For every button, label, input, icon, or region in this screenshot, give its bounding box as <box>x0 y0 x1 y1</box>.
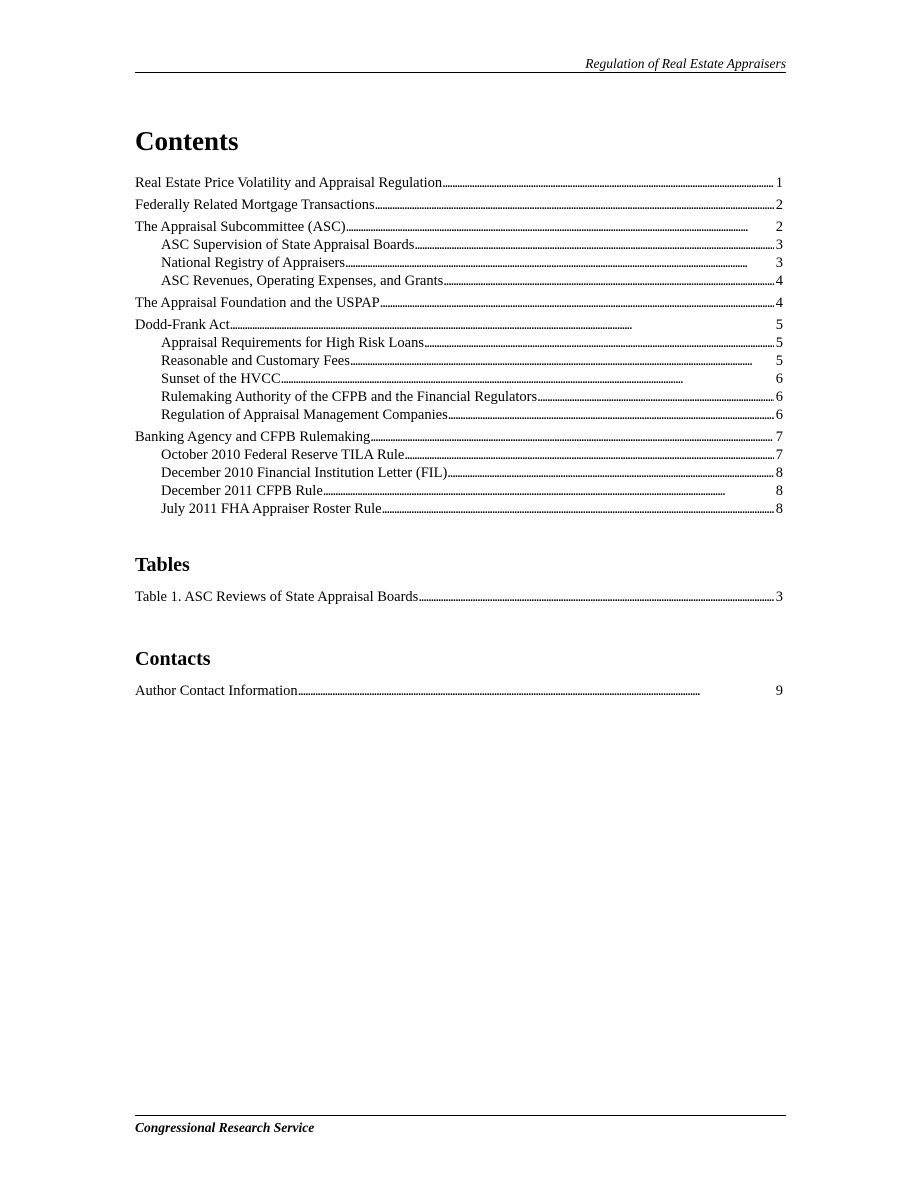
toc-entry-title: Regulation of Appraisal Management Companies <box>161 407 448 423</box>
toc-entry-page-number: 2 <box>775 219 783 235</box>
contents-entry[interactable] <box>135 370 783 388</box>
tables-list <box>135 588 783 606</box>
dot-leader <box>375 196 774 214</box>
dot-leader <box>448 406 774 424</box>
toc-entry-title: July 2011 FHA Appraiser Roster Rule <box>161 501 382 517</box>
contacts-title: Contacts <box>135 648 211 670</box>
toc-entry-title: Real Estate Price Volatility and Appraisal Regulation <box>135 175 443 191</box>
dot-leader <box>414 236 773 254</box>
dot-leader <box>447 464 773 482</box>
tables-title: Tables <box>135 554 190 576</box>
toc-entry-page-number: 6 <box>775 407 783 423</box>
dot-leader <box>537 388 774 406</box>
dot-leader <box>382 500 774 518</box>
dot-leader <box>323 482 774 500</box>
contents-entry[interactable] <box>135 254 783 272</box>
toc-entry-title: December 2011 CFPB Rule <box>161 483 323 499</box>
dot-leader <box>418 588 773 606</box>
contents-entry[interactable] <box>135 446 783 464</box>
toc-entry-title: Appraisal Requirements for High Risk Loans <box>161 335 424 351</box>
toc-entry-page-number: 7 <box>775 429 783 445</box>
contents-entry[interactable] <box>135 334 783 352</box>
dot-leader <box>442 174 774 192</box>
toc-entry-title: ASC Supervision of State Appraisal Boards <box>161 237 415 253</box>
dot-leader <box>380 294 774 312</box>
toc-entry-page-number: 4 <box>775 273 783 289</box>
toc-entry-page-number: 6 <box>775 371 783 387</box>
toc-entry-page-number: 8 <box>775 483 783 499</box>
contents-entry[interactable] <box>135 316 783 334</box>
toc-entry-page-number: 5 <box>775 353 783 369</box>
contents-entry[interactable] <box>135 500 783 518</box>
toc-entry-page-number: 8 <box>775 501 783 517</box>
toc-entry-page-number: 2 <box>775 197 783 213</box>
contents-entry[interactable] <box>135 406 783 424</box>
toc-entry-title: Sunset of the HVCC <box>161 371 281 387</box>
dot-leader <box>230 316 774 334</box>
running-header: Regulation of Real Estate Appraisers <box>585 56 786 71</box>
toc-entry-page-number: 3 <box>775 589 783 605</box>
contacts-list <box>135 682 783 700</box>
dot-leader <box>350 352 774 370</box>
toc-entry-title: Federally Related Mortgage Transactions <box>135 197 375 213</box>
contents-entry[interactable] <box>135 482 783 500</box>
dot-leader <box>281 370 774 388</box>
tables-entry[interactable] <box>135 588 783 606</box>
toc-entry-title: ASC Revenues, Operating Expenses, and Grants <box>161 273 444 289</box>
toc-entry-title: October 2010 Federal Reserve TILA Rule <box>161 447 405 463</box>
toc-entry-page-number: 7 <box>775 447 783 463</box>
toc-entry-page-number: 9 <box>775 683 783 699</box>
header-rule <box>135 72 786 73</box>
toc-entry-title: Table 1. ASC Reviews of State Appraisal Boards <box>135 589 419 605</box>
toc-entry-title: Banking Agency and CFPB Rulemaking <box>135 429 371 445</box>
dot-leader <box>370 428 774 446</box>
toc-entry-title: Reasonable and Customary Fees <box>161 353 350 369</box>
dot-leader <box>345 254 774 272</box>
dot-leader <box>443 272 773 290</box>
contents-entry[interactable] <box>135 272 783 290</box>
contents-list <box>135 174 783 518</box>
toc-entry-page-number: 1 <box>775 175 783 191</box>
contacts-entry[interactable] <box>135 682 783 700</box>
table-of-contents <box>135 124 783 700</box>
toc-entry-page-number: 3 <box>775 237 783 253</box>
contents-entry[interactable] <box>135 388 783 406</box>
toc-entry-page-number: 6 <box>775 389 783 405</box>
toc-entry-title: December 2010 Financial Institution Letter (FIL) <box>161 465 448 481</box>
contents-entry[interactable] <box>135 196 783 214</box>
dot-leader <box>424 334 774 352</box>
contents-entry[interactable] <box>135 174 783 192</box>
toc-entry-page-number: 8 <box>775 465 783 481</box>
toc-entry-title: Rulemaking Authority of the CFPB and the Financial Regulators <box>161 389 538 405</box>
toc-entry-page-number: 4 <box>775 295 783 311</box>
toc-entry-page-number: 5 <box>775 317 783 333</box>
toc-entry-title: Author Contact Information <box>135 683 298 699</box>
dot-leader <box>404 446 773 464</box>
running-footer: Congressional Research Service <box>135 1120 315 1135</box>
toc-entry-page-number: 3 <box>775 255 783 271</box>
toc-entry-title: Dodd-Frank Act <box>135 317 230 333</box>
toc-entry-title: The Appraisal Subcommittee (ASC) <box>135 219 346 235</box>
contents-title: Contents <box>135 126 239 156</box>
contents-entry[interactable] <box>135 352 783 370</box>
contents-entry[interactable] <box>135 294 783 312</box>
toc-entry-page-number: 5 <box>775 335 783 351</box>
toc-entry-title: National Registry of Appraisers <box>161 255 346 271</box>
dot-leader <box>346 218 774 236</box>
toc-entry-title: The Appraisal Foundation and the USPAP <box>135 295 380 311</box>
contents-entry[interactable] <box>135 464 783 482</box>
contents-entry[interactable] <box>135 428 783 446</box>
contents-entry[interactable] <box>135 218 783 236</box>
dot-leader <box>298 682 774 700</box>
footer-rule <box>135 1115 786 1116</box>
contents-entry[interactable] <box>135 236 783 254</box>
